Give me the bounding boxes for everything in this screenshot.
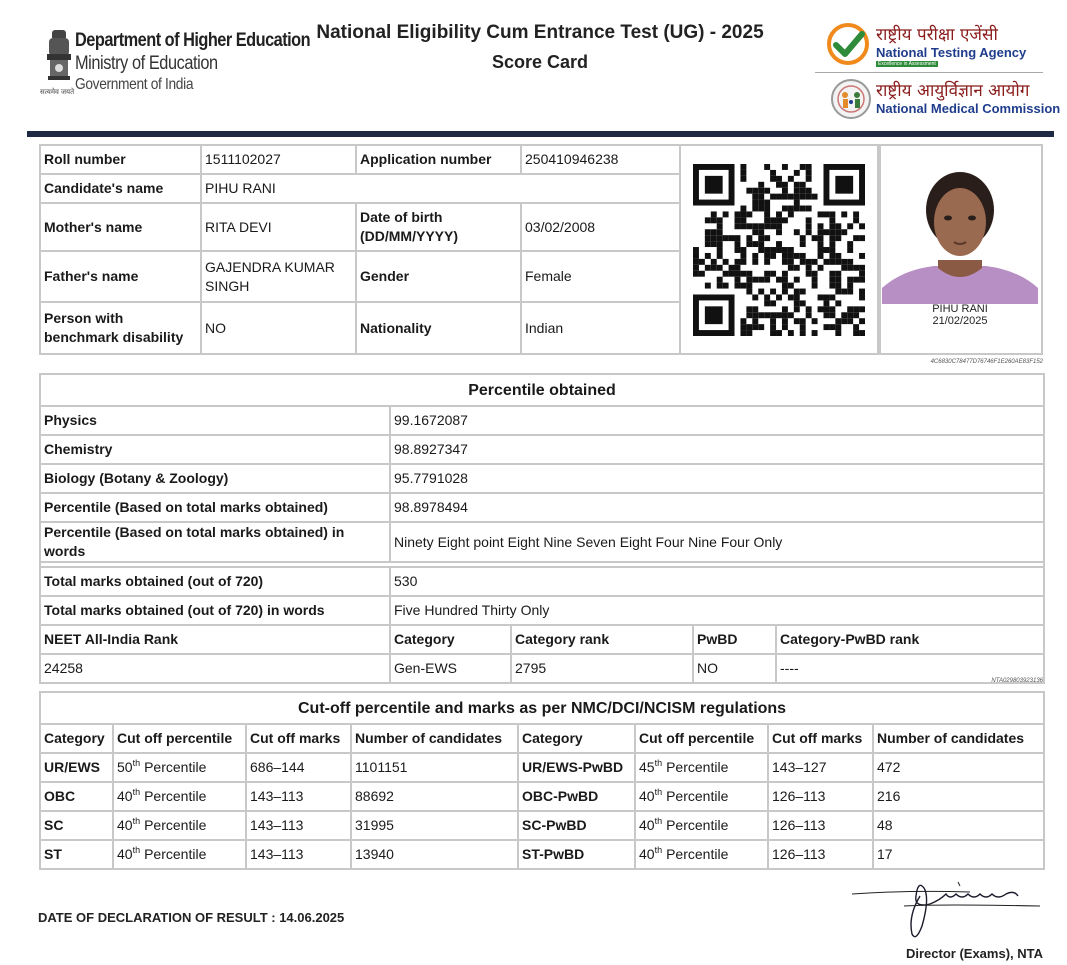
- percentile-word: Percentile: [144, 788, 207, 804]
- cutoff-category: UR/EWS: [40, 753, 113, 782]
- table-row: [40, 782, 1044, 811]
- cutoff-pwbd-candidates: 17: [873, 840, 1044, 869]
- percentile-number: 50: [117, 759, 133, 775]
- physics-label: Physics: [40, 406, 390, 435]
- category-label: Category: [390, 625, 511, 654]
- cutoff-pwbd-marks: 126–113: [768, 840, 873, 869]
- application-number-value: 250410946238: [521, 145, 680, 174]
- cutoff-candidates: 1101151: [351, 753, 518, 782]
- table-row: [40, 145, 680, 174]
- roll-number-label: Roll number: [40, 145, 201, 174]
- cutoff-pwbd-marks: 126–113: [768, 811, 873, 840]
- table-row: [40, 567, 1044, 596]
- column-header: Category: [518, 724, 635, 753]
- table-row: [40, 840, 1044, 869]
- department-name: Department of Higher Education: [75, 30, 311, 51]
- ordinal-suffix: th: [132, 758, 141, 768]
- total-marks-words-label: Total marks obtained (out of 720) in words: [40, 596, 390, 625]
- cutoff-candidates: 13940: [351, 840, 518, 869]
- table-row: [40, 522, 1044, 562]
- qr-code-icon: [693, 164, 865, 336]
- nta-logo-block: [826, 22, 1046, 72]
- nmc-hindi-name: राष्ट्रीय आयुर्विज्ञान आयोग: [876, 81, 1030, 101]
- document-title: [290, 22, 790, 73]
- cutoff-marks: 143–113: [246, 782, 351, 811]
- national-emblem-icon: [44, 26, 74, 96]
- percentile-number: 45: [639, 759, 655, 775]
- percentile-word: Percentile: [144, 817, 207, 833]
- department-block: [40, 26, 311, 102]
- table-row: [40, 493, 1044, 522]
- table-row: [40, 406, 1044, 435]
- ordinal-suffix: th: [654, 816, 663, 826]
- nmc-english-name: National Medical Commission: [876, 101, 1061, 116]
- column-header: Cut off marks: [768, 724, 873, 753]
- emblem-motto: सत्यमेव जयते: [40, 89, 75, 96]
- chemistry-value: 98.8927347: [390, 435, 1044, 464]
- column-header: Number of candidates: [351, 724, 518, 753]
- director-signature: [850, 876, 1045, 944]
- percentile-number: 40: [117, 788, 133, 804]
- nmc-logo-block: [830, 78, 1061, 124]
- pwbd-rank-label: PwBD: [693, 625, 776, 654]
- gender-value: Female: [521, 251, 680, 302]
- table-row: [40, 174, 680, 203]
- mother-name-value: RITA DEVI: [201, 203, 356, 251]
- nta-hindi-name: राष्ट्रीय परीक्षा एजेंसी: [876, 25, 998, 45]
- cutoff-rows: [40, 753, 1044, 869]
- percentile-table: [39, 373, 1045, 684]
- biology-value: 95.7791028: [390, 464, 1044, 493]
- cutoff-pwbd-candidates: 48: [873, 811, 1044, 840]
- table-row: [40, 374, 1044, 406]
- percentile-words-value: Ninety Eight point Eight Nine Seven Eight Four Nine Four Only: [390, 522, 1044, 562]
- column-header: Cut off marks: [246, 724, 351, 753]
- father-name-label: Father's name: [40, 251, 201, 302]
- cutoff-pwbd-marks: 143–127: [768, 753, 873, 782]
- table-row: [40, 625, 1044, 654]
- cutoff-candidates: 88692: [351, 782, 518, 811]
- father-name-value: GAJENDRA KUMAR SINGH: [201, 251, 356, 302]
- dob-value: 03/02/2008: [521, 203, 680, 251]
- pwbd-value: NO: [201, 302, 356, 354]
- photo-caption-date: 21/02/2025: [932, 315, 988, 327]
- category-value: Gen-EWS: [390, 654, 511, 683]
- percentile-number: 40: [117, 817, 133, 833]
- table-row: [40, 692, 1044, 724]
- cutoff-pwbd-candidates: 472: [873, 753, 1044, 782]
- percentile-heading: Percentile obtained: [40, 374, 1044, 406]
- percentile-number: 40: [639, 846, 655, 862]
- ordinal-suffix: th: [654, 758, 663, 768]
- column-header: Category: [40, 724, 113, 753]
- cutoff-category: OBC: [40, 782, 113, 811]
- percentile-word: Percentile: [666, 817, 729, 833]
- candidate-photo: [882, 170, 1038, 304]
- air-value: 24258: [40, 654, 390, 683]
- cutoff-category: SC: [40, 811, 113, 840]
- column-header: Number of candidates: [873, 724, 1044, 753]
- cutoff-pwbd-percentile: [635, 840, 768, 869]
- cutoff-pwbd-percentile: [635, 811, 768, 840]
- column-header: Cut off percentile: [635, 724, 768, 753]
- total-marks-label: Total marks obtained (out of 720): [40, 567, 390, 596]
- cutoff-pwbd-percentile: [635, 782, 768, 811]
- ordinal-suffix: th: [654, 787, 663, 797]
- table-row: [40, 302, 680, 354]
- percentile-word: Percentile: [666, 759, 729, 775]
- signatory-title: Director (Exams), NTA: [905, 946, 1043, 961]
- category-pwbd-rank-value: ----: [776, 654, 1044, 683]
- exam-title: National Eligibility Cum Entrance Test (UG) - 2025: [316, 22, 764, 43]
- logo-divider: [815, 72, 1043, 73]
- cutoff-percentile: [113, 782, 246, 811]
- chemistry-label: Chemistry: [40, 435, 390, 464]
- cutoff-category: ST: [40, 840, 113, 869]
- ordinal-suffix: th: [132, 845, 141, 855]
- table-row: [40, 654, 1044, 683]
- nta-reference-code: NTA029803923136: [991, 678, 1043, 684]
- nta-english-name: National Testing Agency: [876, 45, 1027, 60]
- table-row: [40, 203, 680, 251]
- cutoff-percentile: [113, 811, 246, 840]
- roll-number-value: 1511102027: [201, 145, 356, 174]
- table-row: [40, 753, 1044, 782]
- nta-tagline: Excellence in Assessment: [878, 61, 936, 67]
- cutoff-pwbd-category: OBC-PwBD: [518, 782, 635, 811]
- ordinal-suffix: th: [654, 845, 663, 855]
- declaration-date: DATE OF DECLARATION OF RESULT : 14.06.2025: [38, 910, 345, 925]
- percentile-number: 40: [639, 788, 655, 804]
- gender-label: Gender: [356, 251, 521, 302]
- table-row: [40, 251, 680, 302]
- cutoff-pwbd-percentile: [635, 753, 768, 782]
- header-rule: [27, 131, 1054, 137]
- photo-caption-name: PIHU RANI: [932, 303, 988, 315]
- table-row: [40, 464, 1044, 493]
- physics-value: 99.1672087: [390, 406, 1044, 435]
- document-hash: 4C6830C78477D76746F1E260AE83F152: [930, 359, 1043, 365]
- table-row: [40, 811, 1044, 840]
- nta-checkmark-icon: [826, 22, 870, 66]
- biology-label: Biology (Botany & Zoology): [40, 464, 390, 493]
- table-row: [40, 596, 1044, 625]
- percentile-word: Percentile: [666, 846, 729, 862]
- ordinal-suffix: th: [132, 787, 141, 797]
- percentile-words-label: Percentile (Based on total marks obtained) in words: [40, 522, 390, 562]
- cutoff-marks: 686–144: [246, 753, 351, 782]
- cutoff-header-row: [40, 724, 1044, 753]
- air-label: NEET All-India Rank: [40, 625, 390, 654]
- cutoff-marks: 143–113: [246, 840, 351, 869]
- percentile-word: Percentile: [144, 759, 207, 775]
- application-number-label: Application number: [356, 145, 521, 174]
- cutoff-marks: 143–113: [246, 811, 351, 840]
- candidate-name-label: Candidate's name: [40, 174, 201, 203]
- scorecard-title: Score Card: [491, 52, 589, 72]
- cutoff-pwbd-candidates: 216: [873, 782, 1044, 811]
- cutoff-pwbd-category: UR/EWS-PwBD: [518, 753, 635, 782]
- table-row: [40, 435, 1044, 464]
- pwbd-rank-value: NO: [693, 654, 776, 683]
- ordinal-suffix: th: [132, 816, 141, 826]
- total-marks-value: 530: [390, 567, 1044, 596]
- column-header: Cut off percentile: [113, 724, 246, 753]
- ministry-name: Ministry of Education: [75, 53, 218, 74]
- total-percentile-label: Percentile (Based on total marks obtained): [40, 493, 390, 522]
- government-name: Government of India: [75, 76, 194, 93]
- pwbd-label: Person with benchmark disability: [40, 302, 201, 354]
- candidate-details-table: [39, 144, 681, 355]
- category-rank-value: 2795: [511, 654, 693, 683]
- cutoff-pwbd-marks: 126–113: [768, 782, 873, 811]
- nationality-label: Nationality: [356, 302, 521, 354]
- cutoff-pwbd-category: SC-PwBD: [518, 811, 635, 840]
- cutoff-percentile: [113, 753, 246, 782]
- cutoff-table: [39, 691, 1045, 870]
- cutoff-candidates: 31995: [351, 811, 518, 840]
- cutoff-pwbd-category: ST-PwBD: [518, 840, 635, 869]
- percentile-number: 40: [639, 817, 655, 833]
- nmc-emblem-icon: [830, 78, 872, 120]
- nationality-value: Indian: [521, 302, 680, 354]
- cutoff-percentile: [113, 840, 246, 869]
- cutoff-heading: Cut-off percentile and marks as per NMC/DCI/NCISM regulations: [40, 692, 1044, 724]
- percentile-word: Percentile: [666, 788, 729, 804]
- dob-label: Date of birth (DD/MM/YYYY): [356, 203, 521, 251]
- candidate-name-value: PIHU RANI: [201, 174, 680, 203]
- mother-name-label: Mother's name: [40, 203, 201, 251]
- total-percentile-value: 98.8978494: [390, 493, 1044, 522]
- total-marks-words-value: Five Hundred Thirty Only: [390, 596, 1044, 625]
- percentile-word: Percentile: [144, 846, 207, 862]
- percentile-number: 40: [117, 846, 133, 862]
- category-rank-label: Category rank: [511, 625, 693, 654]
- category-pwbd-rank-label: Category-PwBD rank: [776, 625, 1044, 654]
